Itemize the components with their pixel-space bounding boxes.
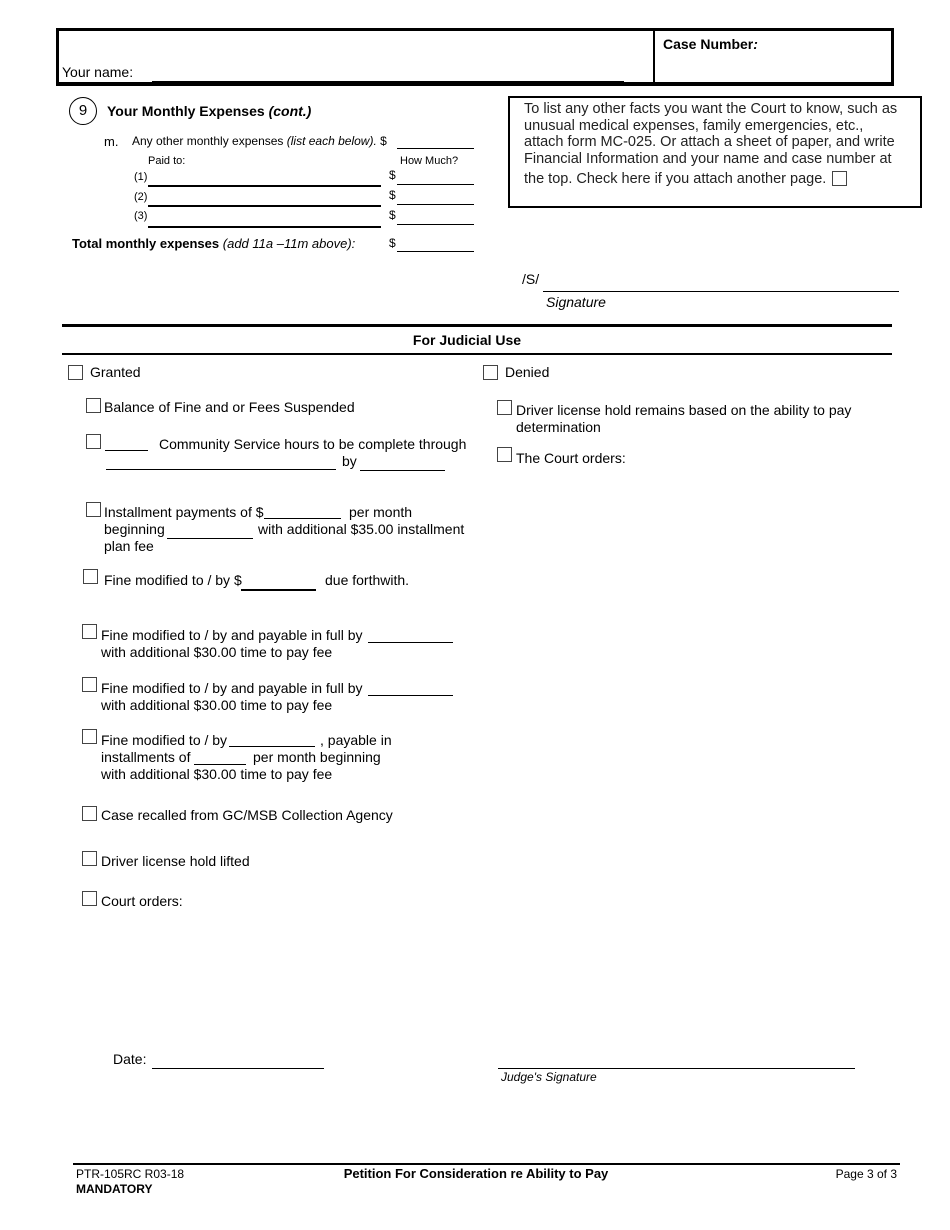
fine-installments-line-3: with additional $30.00 time to pay fee (101, 766, 333, 782)
fine-due-checkbox[interactable] (83, 569, 98, 584)
case-recalled-checkbox[interactable] (82, 806, 97, 821)
footer-page-number: Page 3 of 3 (835, 1167, 897, 1181)
fine-installments-line-1a: Fine modified to / by (101, 732, 228, 748)
total-amount-field[interactable] (397, 251, 474, 252)
case-number-label: Case Number: (663, 36, 758, 52)
installment-line-1b: per month (349, 504, 413, 520)
footer-rule (73, 1163, 900, 1165)
fine-full-2-checkbox[interactable] (82, 677, 97, 692)
signature-prefix: /S/ (522, 271, 540, 287)
judge-signature-field[interactable] (498, 1068, 855, 1069)
fine-full-1-line-1: Fine modified to / by and payable in full by (101, 627, 363, 643)
how-much-label: How Much? (400, 155, 459, 167)
community-service-label: Community Service hours to be complete through (159, 436, 467, 452)
row-1-paid-to-field[interactable] (148, 185, 381, 187)
row-3-dollar: $ (389, 208, 396, 222)
installment-amount-field[interactable] (264, 518, 341, 519)
fine-installments-line-1b: , payable in (320, 732, 392, 748)
fine-installments-per-month-field[interactable] (194, 764, 246, 765)
row-2-dollar: $ (389, 188, 396, 202)
installment-checkbox[interactable] (86, 502, 101, 517)
denied-label: Denied (505, 364, 550, 380)
denied-checkbox[interactable] (483, 365, 498, 380)
community-service-by-label: by (342, 453, 357, 469)
fine-due-label-a: Fine modified to / by $ (104, 572, 242, 588)
attach-info-text: To list any other facts you want the Court to know, such as unusual medical expenses, family emergencies, etc., attach form MC-025. Or attach a sheet of paper, and write Financial Information and your name and case number at the top. Check here if you attach another page. (524, 101, 898, 187)
attach-page-checkbox[interactable] (832, 171, 847, 186)
fine-full-1-date-field[interactable] (368, 642, 453, 643)
item-m-amount-field[interactable] (397, 148, 474, 149)
judge-signature-label: Judge's Signature (501, 1070, 597, 1084)
installment-beginning-field[interactable] (167, 538, 253, 539)
row-3-amount-field[interactable] (397, 224, 474, 225)
court-orders-checkbox[interactable] (82, 891, 97, 906)
court-orders-label: Court orders: (101, 893, 183, 909)
community-service-hours-field[interactable] (105, 450, 148, 451)
dl-hold-remains-checkbox[interactable] (497, 400, 512, 415)
date-field[interactable] (152, 1068, 324, 1069)
dl-hold-remains-line-1: Driver license hold remains based on the ability to pay (516, 402, 852, 418)
item-m-text: Any other monthly expenses (list each below). $ (132, 134, 387, 148)
footer-mandatory: MANDATORY (76, 1182, 153, 1196)
item-m-letter: m. (104, 134, 119, 149)
installment-line-2a: beginning (104, 521, 165, 537)
row-1-amount-field[interactable] (397, 184, 474, 185)
granted-label: Granted (90, 364, 141, 380)
total-expenses-label: Total monthly expenses (add 11a –11m above): (72, 236, 356, 251)
installment-line-3: plan fee (104, 538, 154, 554)
fine-full-1-line-2: with additional $30.00 time to pay fee (101, 644, 333, 660)
the-court-orders-label: The Court orders: (516, 450, 626, 466)
footer-title: Petition For Consideration re Ability to Pay (343, 1166, 609, 1181)
signature-field[interactable] (543, 291, 899, 292)
your-name-label: Your name: (62, 64, 134, 80)
fine-installments-line-2b: per month beginning (253, 749, 381, 765)
installment-line-1a: Installment payments of $ (104, 504, 264, 520)
fine-installments-checkbox[interactable] (82, 729, 97, 744)
fine-installments-line-2a: installments of (101, 749, 191, 765)
row-1-dollar: $ (389, 168, 396, 182)
footer-form-id: PTR-105RC R03-18 (76, 1167, 185, 1181)
installment-line-2b: with additional $35.00 installment (258, 521, 465, 537)
monthly-expenses-title: Your Monthly Expenses (cont.) (107, 103, 312, 119)
community-service-by-field[interactable] (360, 470, 445, 471)
row-3-paid-to-field[interactable] (148, 226, 381, 228)
dl-hold-lifted-checkbox[interactable] (82, 851, 97, 866)
judicial-top-rule (62, 324, 892, 327)
fine-due-label-b: due forthwith. (325, 572, 410, 588)
fine-full-1-checkbox[interactable] (82, 624, 97, 639)
fine-installments-amount-field[interactable] (229, 746, 315, 747)
row-2-amount-field[interactable] (397, 204, 474, 205)
row-1-label: (1) (134, 171, 148, 183)
fine-full-2-line-1: Fine modified to / by and payable in full by (101, 680, 363, 696)
dl-hold-remains-line-2: determination (516, 419, 601, 435)
fine-full-2-line-2: with additional $30.00 time to pay fee (101, 697, 333, 713)
fine-full-2-date-field[interactable] (368, 695, 453, 696)
balance-suspended-label: Balance of Fine and or Fees Suspended (104, 399, 355, 415)
date-label: Date: (113, 1051, 147, 1067)
row-3-label: (3) (134, 210, 148, 222)
case-recalled-label: Case recalled from GC/MSB Collection Agency (101, 807, 393, 823)
item-number-circle: 9 (69, 97, 97, 125)
dl-hold-lifted-label: Driver license hold lifted (101, 853, 250, 869)
community-service-checkbox[interactable] (86, 434, 101, 449)
the-court-orders-checkbox[interactable] (497, 447, 512, 462)
judicial-use-title: For Judicial Use (412, 332, 522, 348)
your-name-field[interactable] (152, 81, 624, 82)
row-2-label: (2) (134, 191, 148, 203)
row-2-paid-to-field[interactable] (148, 205, 381, 207)
granted-checkbox[interactable] (68, 365, 83, 380)
signature-label: Signature (546, 294, 606, 310)
fine-due-amount-field[interactable] (241, 589, 316, 591)
paid-to-label: Paid to: (148, 155, 186, 167)
judicial-bottom-rule (62, 353, 892, 355)
community-service-through-field[interactable] (106, 469, 336, 470)
balance-suspended-checkbox[interactable] (86, 398, 101, 413)
total-dollar: $ (389, 236, 396, 250)
